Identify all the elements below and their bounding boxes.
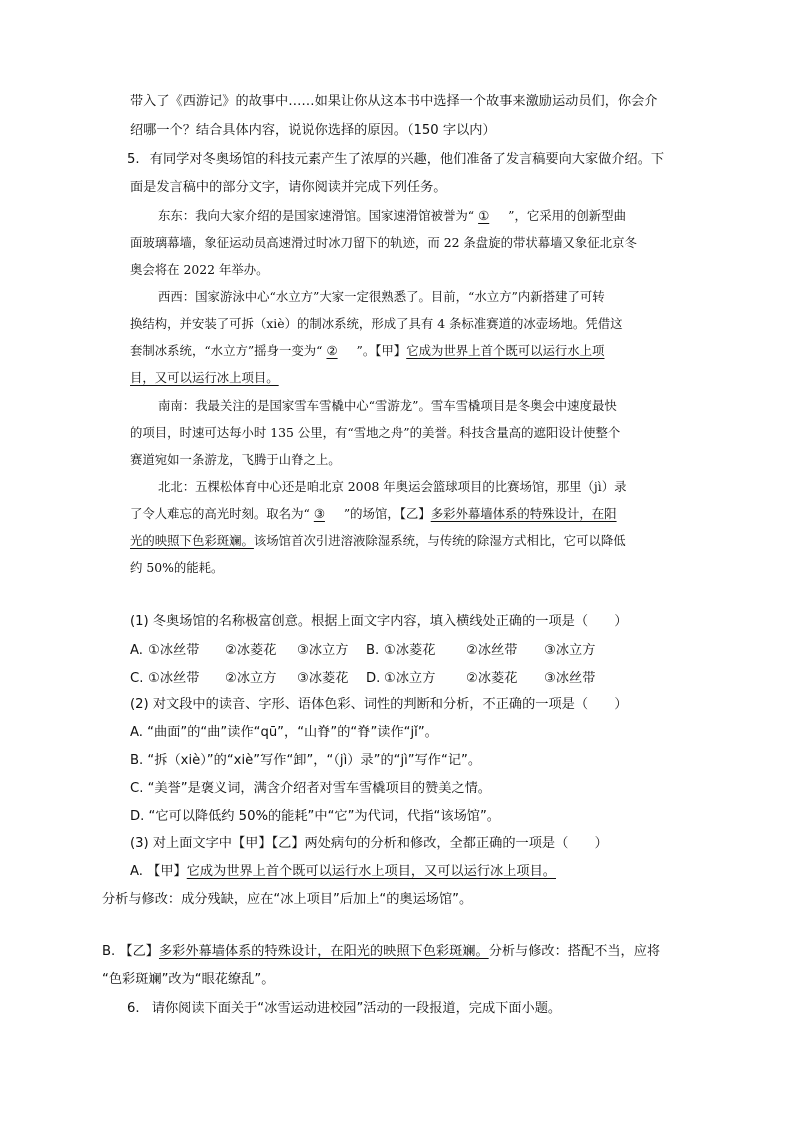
q5-stem-line-1	[127, 150, 664, 170]
yi-sentence-b: 光的映照下色彩斑斓。	[130, 533, 254, 548]
xixi-line-2: 换结构，并安装了可拆（xiè）的制冰系统，形成了具有 4 条标准赛道的冰壶场地。凭借这	[130, 316, 623, 331]
xixi-line-1: 西西：国家游泳中心“水立方”大家一定很熟悉了。目前，“水立方”内新搭建了可转	[158, 289, 605, 304]
beibei-line-3	[130, 531, 626, 551]
option-d-label: D.	[366, 671, 381, 686]
option-b-3: ③冰立方	[544, 643, 596, 658]
sub3-option-b	[102, 942, 660, 962]
sub3-option-a-analysis: 分析与修改：成分残缺，应在“冰上项目”后加上“的奥运场馆”。	[102, 892, 473, 907]
intro-line-1: 带入了《西游记》的故事中……如果让你从这本书中选择一个故事来激励运动员们，你会介	[130, 94, 658, 109]
q6-number: 6.	[127, 1001, 140, 1016]
sub1-stem: (1) 冬奥场馆的名称极富创意。根据上面文字内容，填入横线处正确的一项是（ ）	[130, 614, 628, 629]
dongdong-line-3: 奥会将在 2022 年举办。	[130, 262, 269, 277]
xixi-text-3b: ”。	[356, 343, 376, 358]
option-b-label: B.	[366, 643, 380, 658]
option-c-1: ①冰丝带	[148, 671, 200, 686]
option-a-2: ②冰菱花	[225, 643, 277, 658]
sub2-stem: (2) 对文段中的读音、字形、语体色彩、词性的判断和分析，不正确的一项是（ ）	[130, 697, 628, 712]
jia-sentence-a: 它成为世界上首个既可以运行水上项	[406, 343, 605, 358]
sub2-option-a: A. “曲面”的“曲”读作“qū”，“山脊”的“脊”读作“jǐ”。	[130, 725, 438, 740]
option-a-3: ③冰立方	[297, 643, 349, 658]
beibei-line-1: 北北：五棵松体育中心还是咱北京 2008 年奥运会篮球项目的比赛场馆，那里（jì）录	[158, 479, 627, 494]
yi-sentence-a: 多彩外幕墙体系的特殊设计，在阳	[430, 506, 617, 521]
q6-stem: 请你阅读下面关于“冰雪运动进校园”活动的一段报道，完成下面小题。	[151, 1001, 562, 1016]
xixi-line-3	[130, 341, 604, 361]
q5-stem-line-2: 面是发言稿中的部分文字，请你阅读并完成下列任务。	[130, 180, 447, 195]
nannan-line-2: 的项目，时速可达每小时 135 公里，有“雪地之舟”的美誉。科技含量高的遮阳设计使整个	[130, 425, 621, 440]
jia-sentence-b: 目，又可以运行冰上项目。	[130, 370, 279, 385]
option-d-3: ③冰丝带	[544, 671, 596, 686]
beibei-line-4: 约 50%的能耗。	[130, 560, 224, 575]
q5-number: 5.	[127, 152, 140, 167]
option-a-label: A.	[130, 643, 143, 658]
sub3-option-a-prefix: A. 【甲】	[130, 864, 187, 879]
sub2-option-c: C. “美誉”是褒义词，满含介绍者对雪车雪橇项目的赞美之情。	[130, 781, 491, 796]
dongdong-text-1a: 东东：我向大家介绍的是国家速滑馆。国家速滑馆被誉为“	[158, 208, 475, 223]
q5-stem-text-1: 有同学对冬奥场馆的科技元素产生了浓厚的兴趣，他们准备了发言稿要向大家做介绍。下	[149, 152, 665, 167]
dongdong-text-1b: ”，它采用的创新型曲	[508, 208, 626, 223]
nannan-line-3: 赛道宛如一条游龙，飞腾于山脊之上。	[130, 452, 341, 467]
q6-line	[127, 999, 561, 1019]
sub3-stem: (3) 对上面文字中【甲】【乙】两处病句的分析和修改，全都正确的一项是（ ）	[130, 836, 608, 851]
sub3-option-a-sentence: 它成为世界上首个既可以运行水上项目，又可以运行冰上项目。	[186, 864, 556, 879]
sub3-option-a	[130, 862, 556, 882]
option-b-2: ②冰丝带	[466, 643, 518, 658]
sub2-option-b: B. “拆（xiè）”的“xiè”写作“卸”，“（jì）录”的“jì”写作“记”。	[130, 753, 482, 768]
beibei-text-3b: 该场馆首次引进溶液除湿系统，与传统的除湿方式相比，它可以降低	[253, 533, 626, 548]
blank-3: ③	[313, 506, 325, 521]
option-c-label: C.	[130, 671, 144, 686]
yi-marker: 【乙】	[399, 506, 431, 521]
xixi-line-4	[130, 368, 279, 388]
dongdong-line-2: 面玻璃幕墙，象征运动员高速滑过时冰刀留下的轨迹，而 22 条盘旋的带状幕墙又象征北京冬	[130, 235, 637, 250]
option-a-1: ①冰丝带	[148, 643, 200, 658]
option-c-2: ②冰立方	[225, 671, 277, 686]
option-d-2: ②冰菱花	[466, 671, 518, 686]
dongdong-line-1	[158, 206, 626, 226]
jia-marker: 【甲】	[375, 343, 407, 358]
sub3-option-b-prefix: B. 【乙】	[102, 944, 159, 959]
beibei-text-2a: 了令人难忘的高光时刻。取名为“	[130, 506, 310, 521]
intro-line-2: 绍哪一个？结合具体内容，说说你选择的原因。（150 字以内）	[130, 123, 496, 138]
beibei-text-2b: ”的场馆，	[343, 506, 400, 521]
sub3-option-b-analysis-2: “色彩斑斓”改为“眼花缭乱”。	[102, 972, 275, 987]
xixi-text-3a: 套制冰系统，“水立方”摇身一变为“	[130, 343, 323, 358]
sub3-option-b-analysis: 分析与修改：搭配不当，应将	[488, 944, 661, 959]
nannan-line-1: 南南：我最关注的是国家雪车雪橇中心“雪游龙”。雪车雪橇项目是冬奥会中速度最快	[158, 398, 617, 413]
sub1-options-row-2	[130, 669, 599, 689]
blank-1: ①	[478, 208, 490, 223]
beibei-line-2	[130, 504, 617, 524]
sub1-options-row-1	[130, 641, 599, 661]
option-b-1: ①冰菱花	[384, 643, 436, 658]
option-d-1: ①冰立方	[384, 671, 436, 686]
sub3-option-b-sentence: 多彩外幕墙体系的特殊设计，在阳光的映照下色彩斑斓。	[159, 944, 489, 959]
blank-2: ②	[326, 343, 338, 358]
option-c-3: ③冰菱花	[297, 671, 349, 686]
sub2-option-d: D. “它可以降低约 50%的能耗”中“它”为代词，代指“该场馆”。	[130, 809, 500, 824]
